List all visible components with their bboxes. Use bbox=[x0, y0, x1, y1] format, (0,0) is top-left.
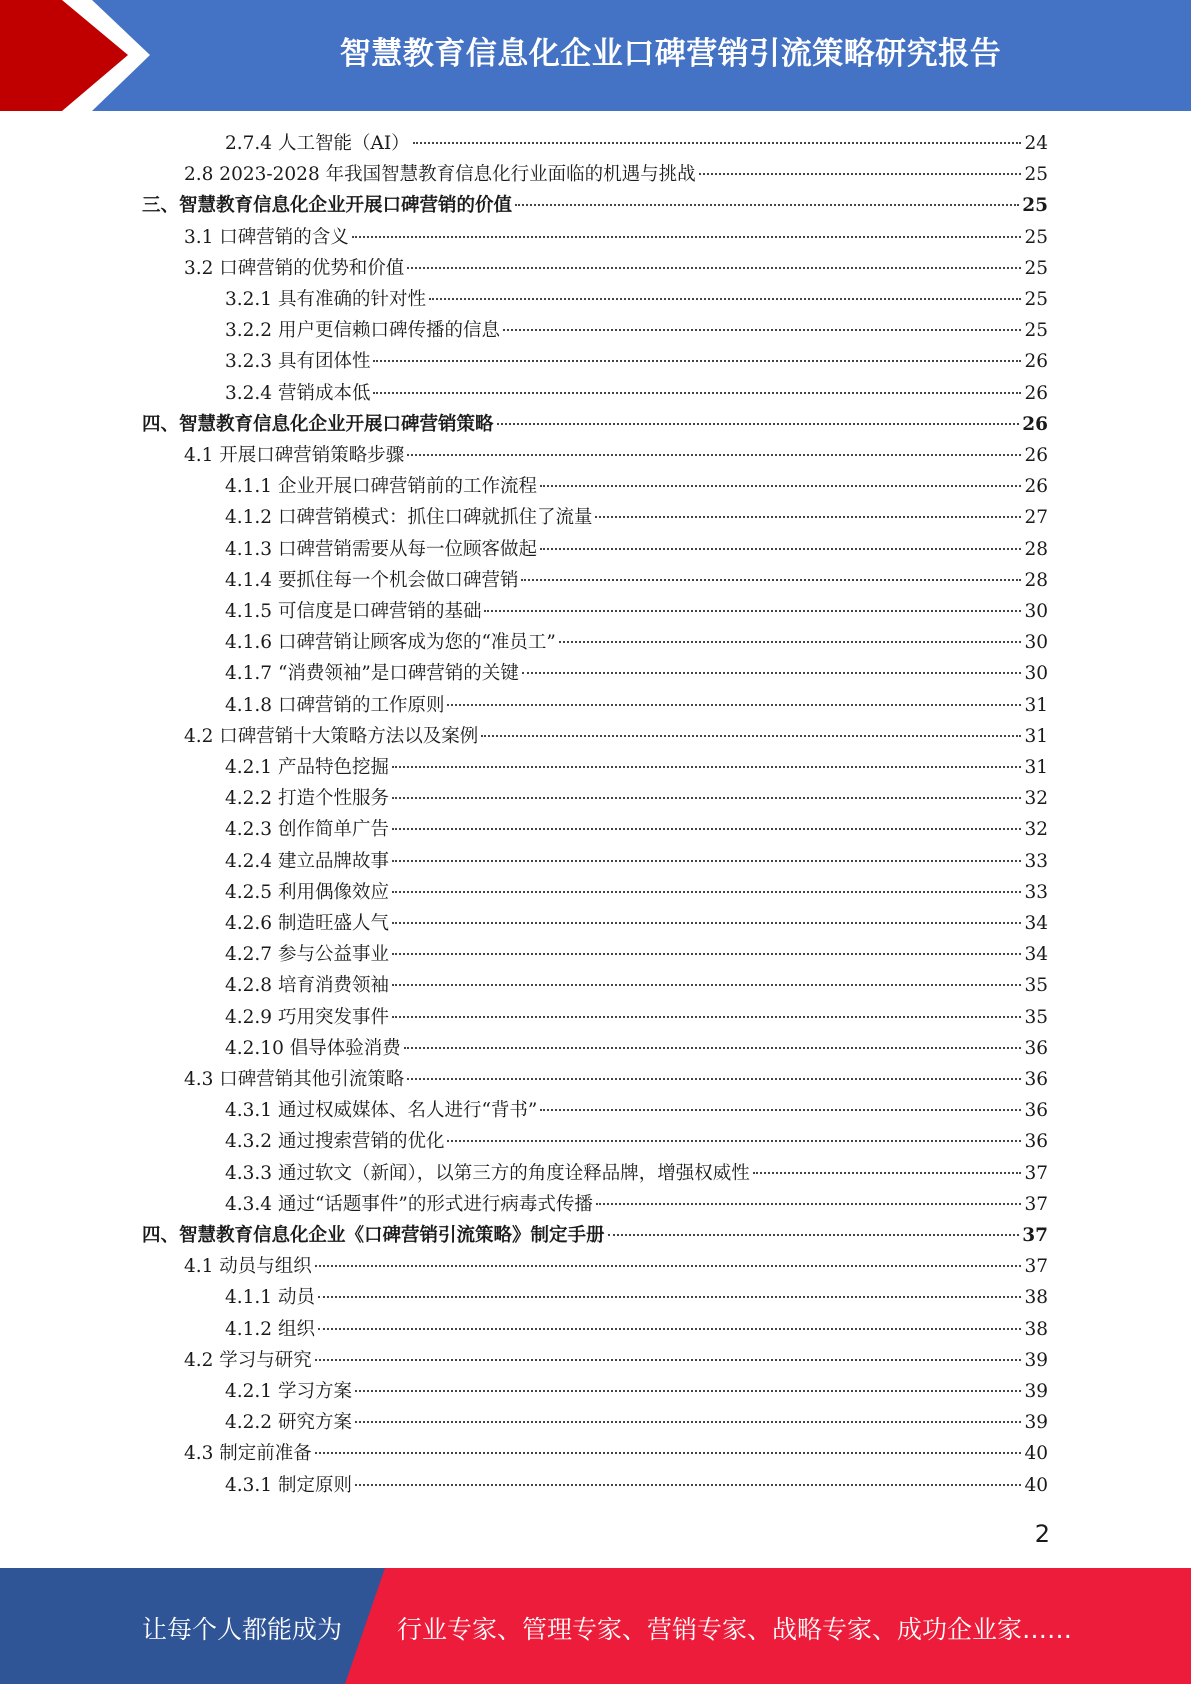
toc-entry-label: 4.1.1 企业开展口碑营销前的工作流程 bbox=[225, 476, 537, 498]
toc-entry-page: 35 bbox=[1024, 975, 1048, 997]
toc-dot-leader bbox=[407, 1078, 1021, 1080]
toc-entry-label: 4.2.6 制造旺盛人气 bbox=[225, 913, 389, 934]
toc-entry-page: 32 bbox=[1024, 819, 1048, 841]
toc-entry[interactable] bbox=[184, 1438, 1048, 1469]
toc-entry-page: 26 bbox=[1024, 445, 1048, 466]
toc-entry-page: 40 bbox=[1024, 1443, 1048, 1465]
toc-entry-label: 4.2.8 培育消费领袖 bbox=[225, 975, 389, 997]
toc-entry-label: 4.2.3 创作简单广告 bbox=[225, 819, 389, 841]
toc-entry-page: 36 bbox=[1024, 1100, 1048, 1122]
toc-dot-leader bbox=[392, 1016, 1021, 1018]
toc-dot-leader bbox=[522, 672, 1022, 674]
toc-entry[interactable] bbox=[225, 814, 1048, 845]
toc-entry-label: 4.1 开展口碑营销策略步骤 bbox=[184, 445, 405, 466]
toc-entry-label: 四、智慧教育信息化企业《口碑营销引流策略》制定手册 bbox=[142, 1225, 605, 1246]
toc-entry-page: 26 bbox=[1024, 351, 1048, 373]
toc-entry[interactable] bbox=[225, 315, 1048, 346]
toc-entry-page: 30 bbox=[1024, 632, 1048, 654]
toc-entry[interactable] bbox=[184, 440, 1048, 471]
toc-entry-page: 39 bbox=[1024, 1412, 1048, 1434]
toc-dot-leader bbox=[429, 298, 1021, 300]
toc-dot-leader bbox=[699, 173, 1022, 175]
toc-entry[interactable] bbox=[225, 908, 1048, 939]
document-title: 智慧教育信息化企业口碑营销引流策略研究报告 bbox=[339, 36, 1002, 72]
toc-entry-label: 4.2.2 打造个性服务 bbox=[225, 788, 389, 810]
toc-dot-leader bbox=[355, 1421, 1022, 1423]
toc-entry-label: 4.2.1 产品特色挖掘 bbox=[225, 757, 389, 778]
toc-entry-label: 4.2.2 研究方案 bbox=[225, 1412, 352, 1434]
toc-entry-label: 4.2.4 建立品牌故事 bbox=[225, 850, 389, 872]
toc-dot-leader bbox=[407, 454, 1021, 456]
toc-dot-leader bbox=[407, 267, 1021, 269]
toc-entry-page: 30 bbox=[1024, 663, 1048, 685]
toc-dot-leader bbox=[392, 797, 1021, 799]
toc-entry[interactable] bbox=[225, 970, 1048, 1001]
toc-entry[interactable] bbox=[225, 534, 1048, 565]
toc-dot-leader bbox=[413, 142, 1022, 144]
toc-entry-label: 4.3.1 通过权威媒体、名人进行“背书” bbox=[225, 1100, 538, 1122]
toc-entry[interactable] bbox=[225, 1189, 1048, 1220]
toc-entry-page: 39 bbox=[1024, 1381, 1048, 1402]
toc-dot-leader bbox=[355, 1484, 1022, 1486]
toc-entry-label: 3.2 口碑营销的优势和价值 bbox=[184, 257, 405, 279]
toc-entry[interactable] bbox=[225, 1158, 1048, 1189]
toc-entry-label: 4.1 动员与组织 bbox=[184, 1256, 312, 1278]
toc-entry[interactable] bbox=[225, 596, 1048, 627]
toc-entry-page: 36 bbox=[1024, 1131, 1048, 1153]
toc-entry-label: 4.3.1 制定原则 bbox=[225, 1474, 352, 1496]
page-header bbox=[0, 0, 1191, 111]
toc-dot-leader bbox=[315, 1265, 1022, 1267]
toc-entry-label: 4.1.7 “消费领袖”是口碑营销的关键 bbox=[225, 663, 519, 685]
toc-entry-page: 39 bbox=[1024, 1349, 1048, 1371]
toc-dot-leader bbox=[559, 641, 1022, 643]
toc-dot-leader bbox=[608, 1234, 1020, 1236]
toc-entry[interactable] bbox=[225, 565, 1048, 596]
toc-entry[interactable] bbox=[225, 128, 1048, 159]
toc-dot-leader bbox=[315, 1359, 1022, 1361]
toc-entry[interactable] bbox=[225, 502, 1048, 533]
toc-entry[interactable] bbox=[225, 378, 1048, 409]
toc-dot-leader bbox=[392, 860, 1021, 862]
toc-entry[interactable] bbox=[184, 222, 1048, 253]
toc-entry[interactable] bbox=[225, 1095, 1048, 1126]
toc-entry-label: 4.2.5 利用偶像效应 bbox=[225, 881, 389, 903]
toc-entry[interactable] bbox=[225, 627, 1048, 658]
footer-tagline: 行业专家、管理专家、营销专家、战略专家、成功企业家…… bbox=[397, 1615, 1073, 1644]
toc-entry[interactable] bbox=[225, 658, 1048, 689]
toc-entry-page: 25 bbox=[1024, 226, 1048, 248]
toc-dot-leader bbox=[484, 610, 1021, 612]
toc-entry-label: 4.1.2 组织 bbox=[225, 1318, 315, 1340]
toc-entry-label: 4.3 口碑营销其他引流策略 bbox=[184, 1069, 405, 1090]
toc-entry-label: 3.2.1 具有准确的针对性 bbox=[225, 289, 426, 310]
toc-entry[interactable] bbox=[225, 284, 1048, 315]
toc-entry-label: 4.3 制定前准备 bbox=[184, 1443, 312, 1465]
toc-entry[interactable] bbox=[225, 1282, 1048, 1313]
toc-dot-leader bbox=[392, 891, 1021, 893]
toc-dot-leader bbox=[373, 392, 1021, 394]
toc-entry-label: 3.2.2 用户更信赖口碑传播的信息 bbox=[225, 320, 500, 342]
toc-entry-label: 四、智慧教育信息化企业开展口碑营销策略 bbox=[142, 413, 494, 435]
toc-dot-leader bbox=[515, 204, 1019, 206]
toc-entry-label: 3.2.3 具有团体性 bbox=[225, 351, 371, 373]
toc-chapter-entry[interactable] bbox=[142, 1220, 1048, 1251]
toc-entry-label: 4.3.3 通过软文（新闻），以第三方的角度诠释品牌，增强权威性 bbox=[225, 1162, 750, 1184]
toc-entry-label: 4.2.1 学习方案 bbox=[225, 1381, 352, 1402]
toc-entry-page: 25 bbox=[1024, 289, 1048, 310]
toc-dot-leader bbox=[392, 766, 1021, 768]
toc-entry-label: 2.7.4 人工智能（AI） bbox=[225, 133, 410, 154]
toc-dot-leader bbox=[521, 579, 1021, 581]
toc-entry[interactable] bbox=[225, 471, 1048, 502]
toc-dot-leader bbox=[392, 922, 1021, 924]
toc-entry-page: 33 bbox=[1024, 881, 1048, 903]
page-number: 2 bbox=[1034, 1520, 1050, 1548]
toc-entry-label: 4.3.4 通过“话题事件”的形式进行病毒式传播 bbox=[225, 1193, 593, 1215]
toc-entry-page: 37 bbox=[1024, 1193, 1048, 1215]
toc-dot-leader bbox=[318, 1328, 1022, 1330]
toc-entry-page: 34 bbox=[1024, 913, 1048, 934]
toc-entry-page: 37 bbox=[1024, 1162, 1048, 1184]
toc-dot-leader bbox=[404, 1047, 1022, 1049]
toc-dot-leader bbox=[481, 735, 1021, 737]
toc-entry[interactable] bbox=[184, 1064, 1048, 1095]
toc-dot-leader bbox=[373, 360, 1021, 362]
toc-chapter-entry[interactable] bbox=[142, 190, 1048, 221]
toc-entry[interactable] bbox=[225, 1126, 1048, 1157]
toc-entry[interactable] bbox=[225, 752, 1048, 783]
toc-dot-leader bbox=[318, 1296, 1022, 1298]
toc-dot-leader bbox=[447, 704, 1021, 706]
toc-dot-leader bbox=[392, 828, 1021, 830]
toc-entry[interactable] bbox=[225, 346, 1048, 377]
page-footer bbox=[0, 1568, 1191, 1684]
toc-entry-page: 32 bbox=[1024, 788, 1048, 810]
toc-entry-label: 2.8 2023-2028 年我国智慧教育信息化行业面临的机遇与挑战 bbox=[184, 164, 696, 186]
toc-entry-label: 4.1.3 口碑营销需要从每一位顾客做起 bbox=[225, 538, 537, 560]
toc-entry-page: 26 bbox=[1024, 382, 1048, 404]
toc-entry-page: 28 bbox=[1024, 538, 1048, 560]
toc-entry[interactable] bbox=[225, 1407, 1048, 1438]
toc-dot-leader bbox=[595, 516, 1021, 518]
toc-dot-leader bbox=[540, 1109, 1021, 1111]
toc-entry[interactable] bbox=[184, 253, 1048, 284]
footer-slogan: 让每个人都能成为 bbox=[142, 1615, 343, 1644]
toc-entry[interactable] bbox=[184, 159, 1048, 190]
toc-dot-leader bbox=[503, 329, 1021, 331]
toc-entry-label: 3.1 口碑营销的含义 bbox=[184, 226, 349, 248]
toc-entry-page: 25 bbox=[1024, 257, 1048, 279]
toc-entry-page: 27 bbox=[1024, 507, 1048, 529]
toc-entry-label: 4.1.8 口碑营销的工作原则 bbox=[225, 694, 445, 716]
toc-entry[interactable] bbox=[225, 1314, 1048, 1345]
toc-entry-page: 25 bbox=[1022, 195, 1048, 217]
toc-chapter-entry[interactable] bbox=[142, 409, 1048, 440]
toc-entry-label: 4.2.9 巧用突发事件 bbox=[225, 1006, 389, 1028]
toc-entry-label: 4.1.5 可信度是口碑营销的基础 bbox=[225, 601, 482, 622]
toc-dot-leader bbox=[540, 548, 1021, 550]
toc-entry[interactable] bbox=[184, 1345, 1048, 1376]
toc-entry-page: 26 bbox=[1024, 476, 1048, 498]
toc-entry-page: 40 bbox=[1024, 1474, 1048, 1496]
toc-entry[interactable] bbox=[184, 721, 1048, 752]
toc-entry-label: 4.3.2 通过搜索营销的优化 bbox=[225, 1131, 445, 1153]
toc-dot-leader bbox=[315, 1452, 1022, 1454]
toc-entry-page: 30 bbox=[1024, 601, 1048, 622]
toc-entry[interactable] bbox=[225, 877, 1048, 908]
toc-dot-leader bbox=[497, 423, 1020, 425]
toc-entry-page: 37 bbox=[1022, 1225, 1048, 1246]
toc-entry-page: 25 bbox=[1024, 164, 1048, 186]
toc-entry[interactable] bbox=[225, 1033, 1048, 1064]
toc-entry-page: 38 bbox=[1024, 1287, 1048, 1309]
toc-dot-leader bbox=[355, 1390, 1022, 1392]
toc-dot-leader bbox=[392, 984, 1021, 986]
toc-entry-page: 31 bbox=[1024, 757, 1048, 778]
toc-entry-page: 33 bbox=[1024, 850, 1048, 872]
toc-dot-leader bbox=[447, 1140, 1021, 1142]
toc-entry-label: 4.1.2 口碑营销模式：抓住口碑就抓住了流量 bbox=[225, 507, 593, 529]
toc-entry-page: 37 bbox=[1024, 1256, 1048, 1278]
toc-entry[interactable] bbox=[225, 1376, 1048, 1407]
toc-entry-page: 36 bbox=[1024, 1037, 1048, 1059]
toc-entry-label: 3.2.4 营销成本低 bbox=[225, 382, 371, 404]
toc-entry-page: 24 bbox=[1024, 133, 1048, 154]
toc-entry[interactable] bbox=[225, 690, 1048, 721]
toc-dot-leader bbox=[352, 236, 1022, 238]
toc-dot-leader bbox=[540, 485, 1021, 487]
toc-entry-label: 4.1.4 要抓住每一个机会做口碑营销 bbox=[225, 569, 519, 591]
toc-entry-label: 三、智慧教育信息化企业开展口碑营销的价值 bbox=[142, 195, 513, 217]
toc-entry-page: 28 bbox=[1024, 569, 1048, 591]
toc-entry-page: 34 bbox=[1024, 944, 1048, 966]
toc-entry-label: 4.1.1 动员 bbox=[225, 1287, 315, 1309]
toc-entry-label: 4.2 学习与研究 bbox=[184, 1349, 312, 1371]
toc-entry[interactable] bbox=[225, 846, 1048, 877]
toc-entry[interactable] bbox=[184, 1251, 1048, 1282]
toc-entry-page: 26 bbox=[1022, 413, 1048, 435]
toc-entry-page: 31 bbox=[1024, 725, 1048, 747]
toc-entry-label: 4.2.7 参与公益事业 bbox=[225, 944, 389, 966]
toc-entry-page: 36 bbox=[1024, 1069, 1048, 1090]
toc-entry-page: 38 bbox=[1024, 1318, 1048, 1340]
toc-dot-leader bbox=[392, 953, 1021, 955]
toc-dot-leader bbox=[753, 1172, 1022, 1174]
toc-entry[interactable] bbox=[225, 1002, 1048, 1033]
toc-entry[interactable] bbox=[225, 1470, 1048, 1501]
toc-entry[interactable] bbox=[225, 783, 1048, 814]
toc-entry-page: 25 bbox=[1024, 320, 1048, 342]
toc-dot-leader bbox=[596, 1203, 1022, 1205]
toc-entry[interactable] bbox=[225, 939, 1048, 970]
toc-entry-label: 4.1.6 口碑营销让顾客成为您的“准员工” bbox=[225, 632, 556, 654]
toc-entry-label: 4.2.10 倡导体验消费 bbox=[225, 1037, 401, 1059]
toc-entry-label: 4.2 口碑营销十大策略方法以及案例 bbox=[184, 725, 479, 747]
toc-entry-page: 31 bbox=[1024, 694, 1048, 716]
toc-entry-page: 35 bbox=[1024, 1006, 1048, 1028]
